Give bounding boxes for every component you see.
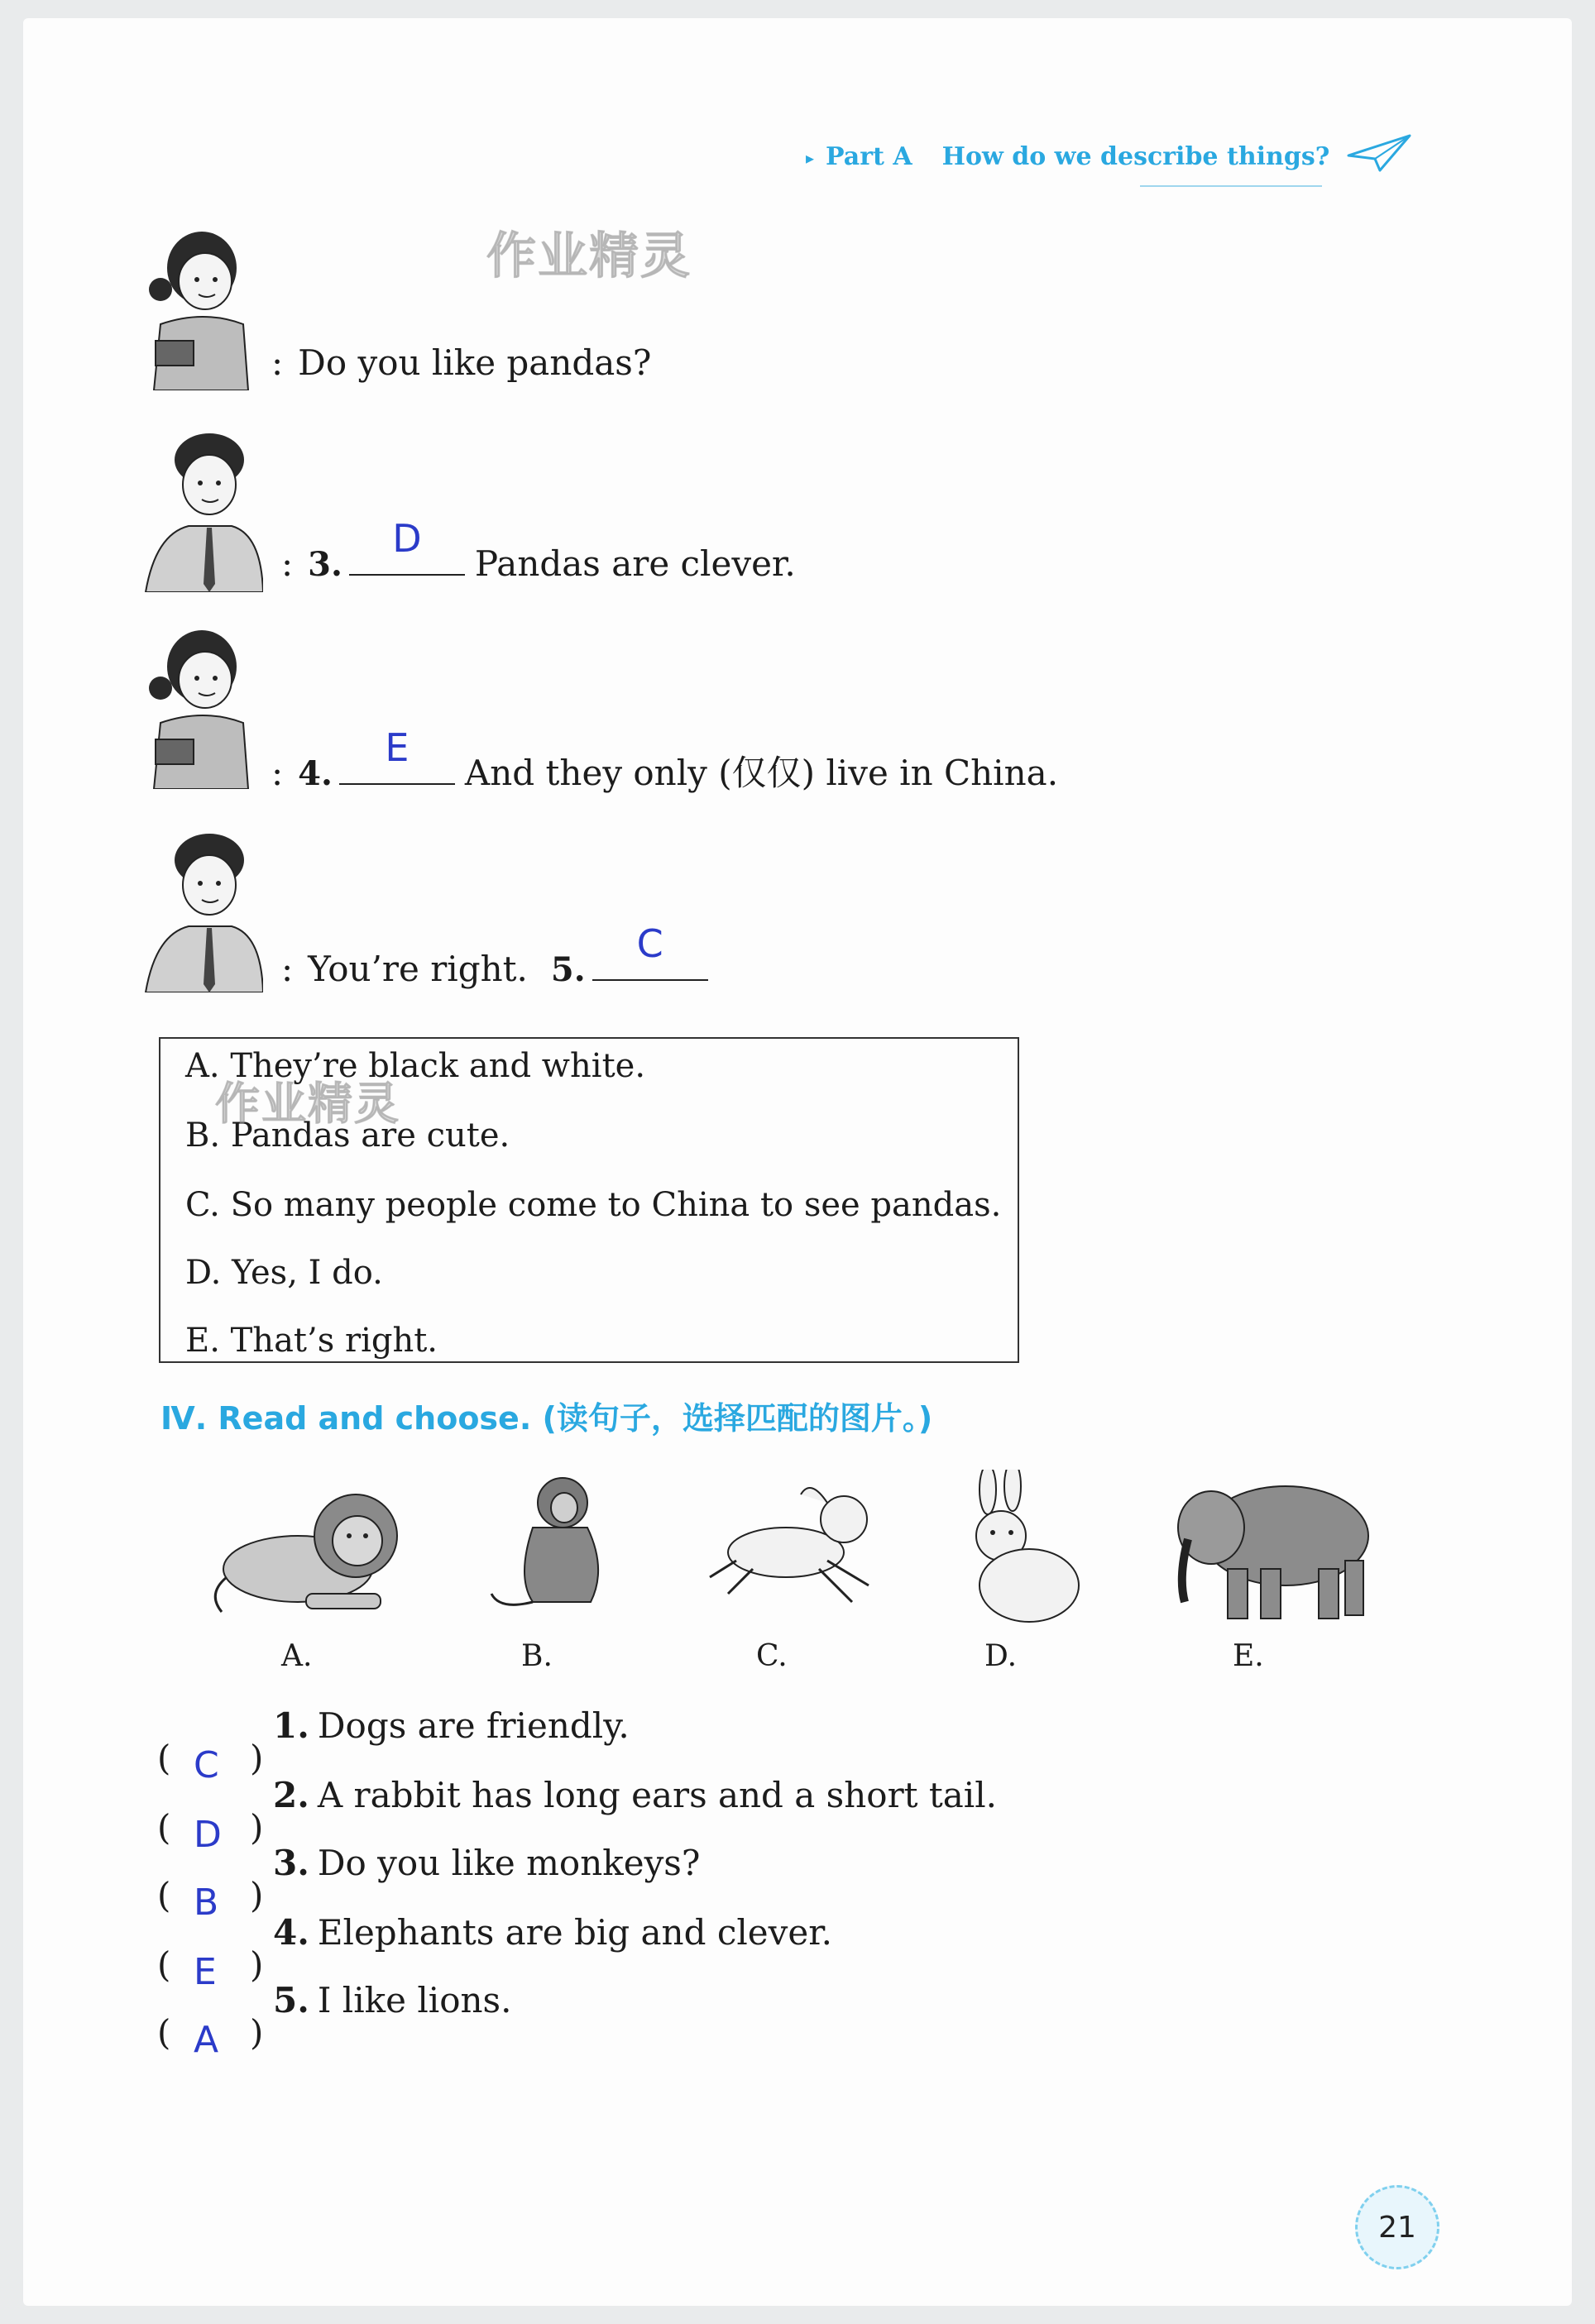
- option-d: D. Yes, I do.: [185, 1254, 383, 1292]
- rabbit-icon: [938, 1470, 1087, 1627]
- question-number: 5.: [273, 1980, 309, 2020]
- paren-open: (: [157, 1944, 171, 1985]
- question-number: 4.: [298, 754, 333, 793]
- handwritten-answer: B: [194, 1882, 219, 1924]
- header-title: How do we describe things?: [941, 142, 1330, 171]
- dialogue-text: Do you like pandas?: [298, 342, 652, 383]
- colon: :: [271, 753, 284, 793]
- boy-avatar-icon: [139, 819, 263, 992]
- monkey-icon: [483, 1470, 632, 1619]
- handwritten-answer: E: [194, 1951, 217, 1993]
- animal-label: E.: [1233, 1639, 1264, 1673]
- animal-label: A.: [281, 1639, 313, 1673]
- worksheet-page: [23, 18, 1572, 2306]
- dialogue-text: You’re right.: [308, 949, 528, 989]
- dog-icon: [703, 1470, 885, 1619]
- handwritten-answer: D: [392, 516, 422, 561]
- elephant-icon: [1162, 1470, 1385, 1627]
- dialogue-line-2: [281, 516, 796, 584]
- question-number: 3.: [308, 545, 342, 584]
- option-e: E. That’s right.: [185, 1322, 438, 1360]
- page-header: [806, 142, 1329, 171]
- header-underline: [1140, 185, 1322, 187]
- paper-plane-icon: [1347, 132, 1413, 174]
- page-number: 21: [1355, 2185, 1439, 2269]
- paren-close: ): [250, 2012, 264, 2053]
- section-title: Ⅳ. Read and choose. (读句子，选择匹配的图片。): [160, 1400, 933, 1437]
- paren-close: ): [250, 1875, 264, 1915]
- header-arrow-icon: ▸: [806, 148, 815, 168]
- question-row: [157, 1775, 998, 1856]
- option-c: C. So many people come to China to see pandas.: [185, 1186, 1002, 1224]
- watermark: 作业精灵: [215, 1078, 400, 1130]
- question-row: [157, 1705, 630, 1786]
- girl-avatar-icon: [137, 615, 261, 789]
- dialogue-line-1: [271, 342, 651, 383]
- question-row: [157, 1843, 701, 1924]
- handwritten-answer: C: [194, 1744, 219, 1786]
- question-text: A rabbit has long ears and a short tail.: [317, 1775, 998, 1815]
- header-part: Part A: [826, 142, 912, 171]
- handwritten-answer: C: [636, 921, 663, 966]
- paren-open: (: [157, 1738, 171, 1778]
- answer-blank: [339, 725, 455, 785]
- animal-label: B.: [521, 1639, 553, 1673]
- animal-label: C.: [756, 1639, 788, 1673]
- paren-close: ): [250, 1807, 264, 1848]
- question-number: 5.: [550, 950, 586, 989]
- question-row: [157, 1912, 833, 1993]
- dialogue-text: And they only (仅仅) live in China.: [464, 753, 1059, 793]
- question-number: 1.: [273, 1705, 309, 1746]
- boy-avatar-icon: [139, 418, 263, 592]
- dialogue-line-4: [281, 921, 718, 989]
- question-text: Do you like monkeys?: [317, 1843, 701, 1883]
- paren-open: (: [157, 2012, 171, 2053]
- answer-blank: [349, 516, 465, 576]
- colon: :: [281, 543, 294, 584]
- question-number: 3.: [273, 1843, 309, 1883]
- dialogue-text: Pandas are clever.: [474, 543, 796, 584]
- option-b: B. Pandas are cute.: [185, 1117, 510, 1155]
- colon: :: [271, 342, 284, 383]
- question-row: [157, 1980, 512, 2061]
- answer-blank: [592, 921, 708, 981]
- paren-close: ): [250, 1738, 264, 1778]
- option-a: A. They’re black and white.: [185, 1047, 646, 1085]
- paren-open: (: [157, 1807, 171, 1848]
- handwritten-answer: D: [194, 1814, 222, 1856]
- animal-label: D.: [984, 1639, 1018, 1673]
- paren-open: (: [157, 1875, 171, 1915]
- girl-avatar-icon: [137, 217, 261, 390]
- colon: :: [281, 949, 294, 989]
- handwritten-answer: E: [385, 725, 410, 770]
- dialogue-line-3: [271, 725, 1059, 796]
- question-number: 2.: [273, 1775, 309, 1815]
- question-number: 4.: [273, 1912, 309, 1953]
- paren-close: ): [250, 1944, 264, 1985]
- question-text: Elephants are big and clever.: [317, 1912, 833, 1953]
- question-text: I like lions.: [317, 1980, 512, 2020]
- question-text: Dogs are friendly.: [317, 1705, 630, 1746]
- handwritten-answer: A: [194, 2019, 219, 2061]
- watermark: 作业精灵: [486, 227, 692, 285]
- lion-icon: [207, 1470, 414, 1619]
